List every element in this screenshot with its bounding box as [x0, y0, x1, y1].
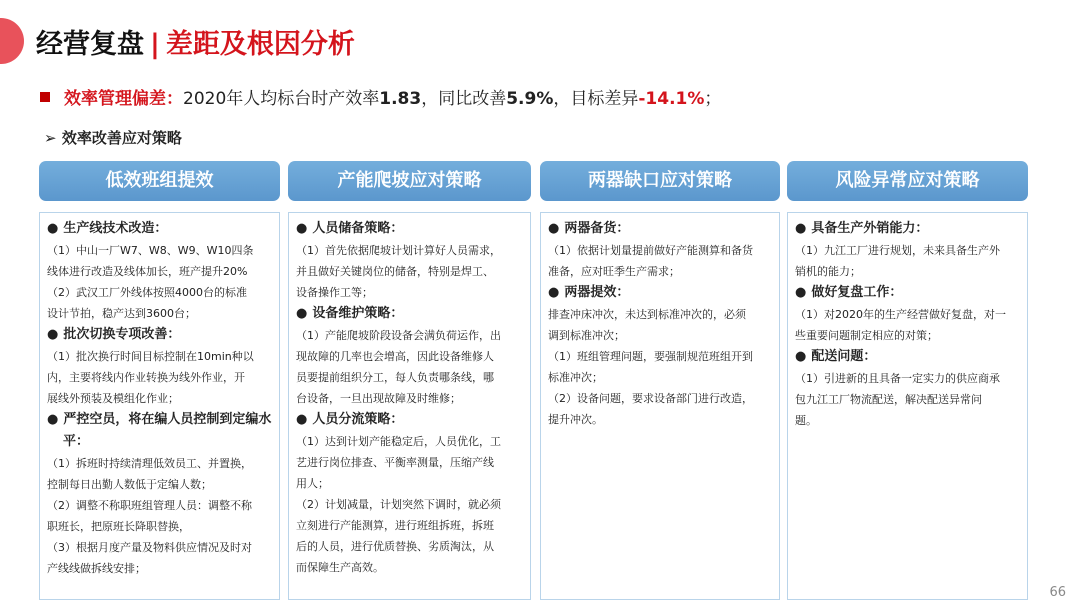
strategy-detail-line	[296, 346, 524, 367]
bullet-dot-icon: ●	[548, 221, 560, 236]
strategy-detail-line	[795, 240, 1021, 261]
strategy-detail-text: （2）计划减量，计划突然下调时，就必须	[296, 498, 501, 511]
strategy-detail-text: 台设备，一旦出现故障及时维修；	[296, 392, 461, 405]
strategy-detail-text: （1）依据计划量提前做好产能测算和备货	[548, 244, 753, 257]
strategy-detail-line	[548, 388, 773, 409]
strategy-detail-text: （1）对2020年的生产经营做好复盘，对一	[795, 308, 1006, 321]
summary-text-4: ；	[704, 89, 722, 109]
strategy-heading	[296, 409, 524, 431]
strategy-heading	[47, 324, 273, 346]
strategy-detail-line	[47, 537, 273, 558]
strategy-detail-line	[548, 409, 773, 430]
bullet-dot-icon: ●	[296, 412, 308, 427]
bullet-dot-icon: ●	[795, 285, 807, 300]
page-number: 66	[1049, 585, 1066, 600]
strategy-detail-line	[296, 240, 524, 261]
strategy-detail-text: （2）武汉工厂外线体按照4000台的标准	[47, 286, 247, 299]
strategy-detail-line	[296, 282, 524, 303]
strategy-detail-line	[47, 558, 273, 579]
arrow-bullet-icon: ➢	[44, 129, 57, 147]
summary-text-1: 2020年人均标台时产效率	[183, 89, 380, 109]
strategy-detail-line	[548, 367, 773, 388]
strategy-detail-text: 题。	[795, 414, 817, 427]
strategy-detail-line	[47, 516, 273, 537]
summary-value-3: -14.1%	[638, 89, 705, 109]
strategy-detail-text: （1）引进新的且具备一定实力的供应商承	[795, 372, 1000, 385]
strategy-detail-line	[296, 473, 524, 494]
strategy-detail-text: 职班长，把原班长降职替换，	[47, 520, 190, 533]
column-header: 两器缺口应对策略	[540, 161, 780, 201]
strategy-heading-text: 配送问题：	[811, 349, 877, 364]
strategy-detail-line	[548, 304, 773, 325]
strategy-detail-line	[795, 389, 1021, 410]
strategy-detail-text: （1）批次换行时间目标控制在10min种以	[47, 350, 254, 363]
strategy-heading-text: 做好复盘工作：	[811, 285, 903, 300]
strategy-detail-text: （1）产能爬坡阶段设备会满负荷运作，出	[296, 329, 501, 342]
strategy-detail-line	[47, 240, 273, 261]
strategy-detail-text: 设备操作工等；	[296, 286, 373, 299]
strategy-detail-line	[47, 303, 273, 324]
strategy-detail-line	[296, 557, 524, 578]
strategy-detail-line	[47, 495, 273, 516]
strategy-detail-text: 并且做好关键岗位的储备，特别是焊工、	[296, 265, 494, 278]
strategy-detail-line	[47, 282, 273, 303]
bullet-dot-icon: ●	[47, 327, 59, 342]
strategy-detail-text: 而保障生产高效。	[296, 561, 384, 574]
bullet-dot-icon: ●	[795, 349, 807, 364]
column-header: 风险异常应对策略	[787, 161, 1028, 201]
column-body	[288, 212, 531, 600]
strategy-detail-line	[795, 410, 1021, 431]
strategy-heading	[47, 218, 273, 240]
strategy-heading	[47, 409, 273, 431]
bullet-dot-icon: ●	[47, 221, 59, 236]
strategy-detail-text: （2）设备问题，要求设备部门进行改造，	[548, 392, 753, 405]
strategy-heading-text: 两器备货：	[564, 221, 630, 236]
bullet-dot-icon: ●	[296, 221, 308, 236]
strategy-heading	[296, 218, 524, 240]
strategy-detail-text: 立刻进行产能测算，进行班组拆班，拆班	[296, 519, 494, 532]
strategy-column-4	[787, 161, 1028, 427]
strategy-heading	[795, 218, 1021, 240]
strategy-heading-text: 生产线技术改造：	[63, 221, 168, 236]
summary-text-2: ，同比改善	[421, 89, 507, 109]
title-separator: |	[150, 29, 160, 60]
strategy-detail-text: 调到标准冲次；	[548, 329, 625, 342]
strategy-detail-text: 排查冲床冲次，未达到标准冲次的，必须	[548, 308, 746, 321]
summary-label: 效率管理偏差：	[64, 89, 183, 109]
strategy-detail-line	[795, 325, 1021, 346]
strategy-heading-text: 人员分流策略：	[312, 412, 404, 427]
strategy-detail-text: 些重要问题制定相应的对策；	[795, 329, 938, 342]
strategy-detail-text: 准备，应对旺季生产需求；	[548, 265, 680, 278]
strategy-detail-text: 控制每日出勤人数低于定编人数；	[47, 478, 212, 491]
bullet-dot-icon: ●	[47, 412, 59, 427]
strategy-column-1	[39, 161, 280, 575]
strategy-heading	[296, 303, 524, 325]
strategy-detail-line	[296, 494, 524, 515]
bullet-dot-icon: ●	[795, 221, 807, 236]
strategy-detail-text: 艺进行岗位排查、平衡率测量，压缩产线	[296, 456, 494, 469]
strategy-heading	[548, 218, 773, 240]
strategy-detail-text: （3）根据月度产量及物料供应情况及时对	[47, 541, 252, 554]
strategy-detail-line	[548, 325, 773, 346]
strategy-detail-text: （2）调整不称职班组管理人员：调整不称	[47, 499, 252, 512]
strategy-detail-line	[795, 261, 1021, 282]
strategy-detail-line	[47, 474, 273, 495]
strategy-detail-line	[47, 261, 273, 282]
strategy-detail-text: 内，主要将线内作业转换为线外作业，开	[47, 371, 245, 384]
strategy-detail-text: 后的人员，进行优质替换、劣质淘汰，从	[296, 540, 494, 553]
subheading-text: 效率改善应对策略	[61, 129, 182, 147]
strategy-detail-text: 提升冲次。	[548, 413, 603, 426]
strategy-heading	[47, 431, 273, 453]
strategy-heading-text: 两器提效：	[564, 285, 630, 300]
strategy-detail-line	[296, 431, 524, 452]
strategy-heading	[548, 282, 773, 304]
strategy-heading-text: 人员储备策略：	[312, 221, 404, 236]
strategy-detail-line	[296, 367, 524, 388]
column-body	[39, 212, 280, 600]
strategy-detail-line	[296, 325, 524, 346]
strategy-detail-line	[795, 368, 1021, 389]
strategy-detail-line	[795, 304, 1021, 325]
summary-value-1: 1.83	[379, 89, 422, 109]
strategy-detail-line	[47, 346, 273, 367]
strategy-detail-text: 展线外预装及模组化作业；	[47, 392, 179, 405]
column-header: 低效班组提效	[39, 161, 280, 201]
strategy-column-3	[540, 161, 780, 426]
strategy-heading-text: 严控空员，将在编人员控制到定编水	[63, 412, 272, 427]
strategy-detail-line	[47, 367, 273, 388]
strategy-heading	[795, 346, 1021, 368]
strategy-heading-text: 平：	[63, 434, 90, 449]
strategy-detail-text: 标准冲次；	[548, 371, 603, 384]
page-title	[36, 22, 355, 61]
strategy-detail-line	[548, 261, 773, 282]
strategy-detail-line	[548, 240, 773, 261]
column-body	[540, 212, 780, 600]
corner-decoration	[0, 18, 24, 64]
summary-text-3: ，目标差异	[553, 89, 639, 109]
strategy-heading-text: 批次切换专项改善：	[63, 327, 181, 342]
strategy-detail-line	[296, 536, 524, 557]
strategy-detail-line	[548, 346, 773, 367]
strategy-detail-line	[47, 453, 273, 474]
subheading	[44, 127, 182, 148]
strategy-heading-text: 具备生产外销能力：	[811, 221, 929, 236]
strategy-detail-line	[296, 388, 524, 409]
strategy-detail-text: （1）拆班时持续清理低效员工、并置换，	[47, 457, 252, 470]
strategy-detail-line	[296, 515, 524, 536]
strategy-detail-line	[47, 388, 273, 409]
bullet-dot-icon: ●	[296, 306, 308, 321]
strategy-detail-text: （1）首先依据爬坡计划计算好人员需求，	[296, 244, 501, 257]
square-bullet-icon	[40, 92, 50, 102]
strategy-detail-text: 员要提前组织分工，每人负责哪条线，哪	[296, 371, 494, 384]
strategy-detail-text: 线体进行改造及线体加长，班产提升20%	[47, 265, 248, 278]
strategy-detail-text: 用人；	[296, 477, 329, 490]
strategy-detail-text: 设计节拍，稳产达到3600台；	[47, 307, 196, 320]
strategy-heading	[795, 282, 1021, 304]
title-main: 经营复盘	[36, 29, 144, 60]
strategy-column-2	[288, 161, 531, 574]
strategy-detail-line	[296, 261, 524, 282]
strategy-detail-line	[296, 452, 524, 473]
column-body	[787, 212, 1028, 600]
column-header: 产能爬坡应对策略	[288, 161, 531, 201]
strategy-detail-text: 销机的能力；	[795, 265, 861, 278]
strategy-detail-text: （1）九江工厂进行规划，未来具备生产外	[795, 244, 1000, 257]
bullet-dot-icon: ●	[548, 285, 560, 300]
strategy-detail-text: （1）班组管理问题，要强制规范班组开到	[548, 350, 753, 363]
efficiency-summary	[40, 84, 721, 109]
strategy-detail-text: 包九江工厂物流配送，解决配送异常问	[795, 393, 982, 406]
strategy-detail-text: 产线线做拆线安排；	[47, 562, 146, 575]
summary-value-2: 5.9%	[506, 89, 554, 109]
strategy-heading-text: 设备维护策略：	[312, 306, 404, 321]
strategy-detail-text: （1）达到计划产能稳定后，人员优化，工	[296, 435, 501, 448]
strategy-detail-text: （1）中山一厂W7、W8、W9、W10四条	[47, 244, 254, 257]
strategy-detail-text: 现故障的几率也会增高，因此设备维修人	[296, 350, 494, 363]
title-sub: 差距及根因分析	[165, 29, 355, 60]
